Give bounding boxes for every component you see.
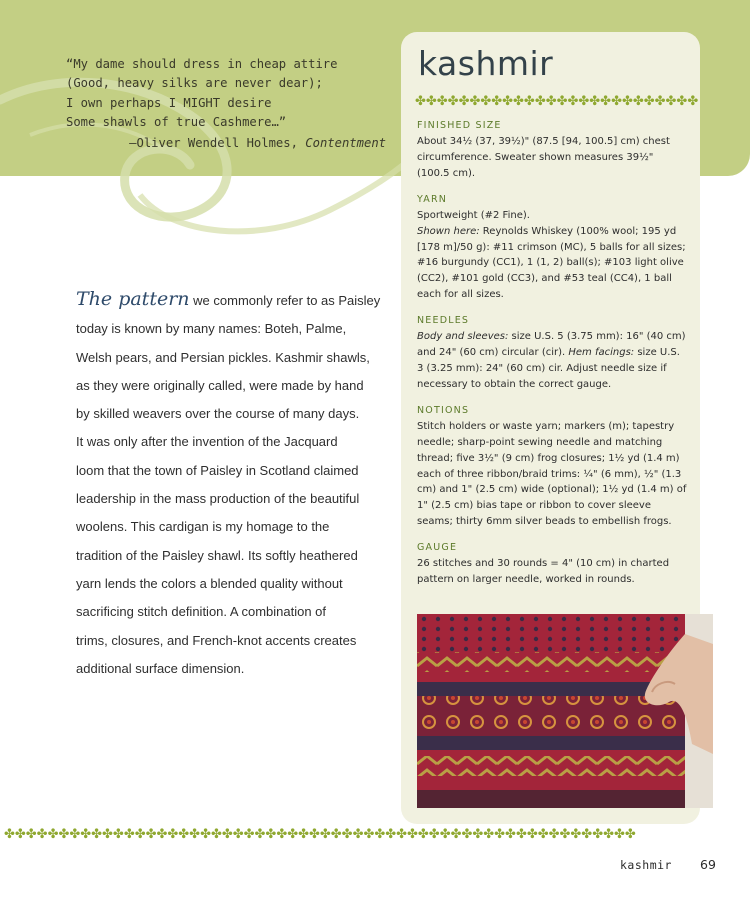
epigraph-line: Some shawls of true Cashmere…”	[66, 115, 287, 130]
hem-facings-text: size U.S. 3 (3.25 mm): 24" (60 cm) cir. Adjust needle size if necessary to obtain the correct gauge.	[417, 347, 680, 390]
intro-line: tradition of the Paisley shawl. Its softly heathered	[76, 547, 358, 563]
epigraph-line: “My dame should dress in cheap attire	[66, 57, 338, 71]
notions-text: Stitch holders or waste yarn; markers (m); tapestry needle; sharp-point sewing needle and matching thread; five 3½" (9 cm) frog closures; 1½ yd (1.4 m) each of three ribbon/braid trims: ¼" (6 mm), ½" (1.3 cm) and 1" (2.5 cm) wide (optional); 1½ yd (1.4 m) of 1" (2.5 cm) bias tape or ribbon to cover sleeve seams; thirty 6mm silver beads to embellish frogs.	[417, 420, 687, 528]
intro-line: as they were originally called, were made by hand	[76, 377, 364, 393]
intro-line: woolens. This cardigan is my homage to the	[76, 519, 330, 535]
epigraph-author: —Oliver Wendell Holmes,	[129, 135, 298, 150]
flower-border-bottom: ✤✤✤✤✤✤✤✤✤✤✤✤✤✤✤✤✤✤✤✤✤✤✤✤✤✤✤✤✤✤✤✤✤✤✤✤✤✤✤✤✤✤✤✤✤✤✤✤✤✤✤✤✤✤✤✤✤✤	[4, 827, 636, 840]
intro-line: leadership in the mass production of the beautiful	[76, 491, 360, 507]
gauge-text: 26 stitches and 30 rounds = 4" (10 cm) in charted pattern on larger needle, worked in rounds.	[417, 558, 670, 586]
epigraph-line: I own perhaps I MIGHT desire	[66, 95, 272, 110]
sweater-photo	[417, 614, 713, 808]
notions-heading: NOTIONS	[417, 404, 470, 416]
intro-line: yarn lends the colors a blended quality without	[76, 575, 343, 591]
intro-line: sacrificing stitch definition. A combination of	[76, 604, 327, 620]
needles-heading: NEEDLES	[417, 315, 470, 327]
epigraph-line: (Good, heavy silks are never dear);	[66, 76, 323, 91]
epigraph-work: Contentment	[305, 135, 386, 150]
intro-lead: The pattern	[76, 288, 190, 310]
body-sleeves-text: size U.S. 5 (3.75 mm): 16" (40 cm) and 24" (60 cm) circular (cir).	[417, 331, 686, 359]
yarn-heading: YARN	[417, 193, 448, 205]
intro-line: loom that the town of Paisley in Scotland claimed	[76, 462, 359, 478]
panel-title: kashmir	[418, 44, 554, 83]
intro-line	[76, 285, 381, 315]
intro-line: additional surface dimension.	[76, 660, 245, 676]
intro-line: today is known by many names: Boteh, Palme,	[76, 321, 347, 337]
epigraph-attribution	[66, 134, 386, 153]
yarn-text	[417, 208, 689, 303]
page-number: 69	[700, 857, 716, 872]
gauge-heading: GAUGE	[417, 542, 458, 554]
intro-line: Welsh pears, and Persian pickles. Kashmir shawls,	[76, 349, 370, 365]
finished-size-text: About 34½ (37, 39½)" (87.5 [94, 100.5] cm) chest circumference. Sweater shown measures 39½" (100.5 cm).	[417, 136, 670, 179]
intro-paragraph	[76, 285, 381, 683]
needles-text	[417, 329, 689, 393]
hem-facings-label: Hem facings:	[568, 347, 635, 359]
finished-size-heading: FINISHED SIZE	[417, 120, 502, 131]
intro-line: trims, closures, and French-knot accents creates	[76, 632, 357, 648]
running-footer: kashmir	[620, 858, 672, 872]
intro-line: It was only after the invention of the Jacquard	[76, 434, 338, 450]
shown-here-label: Shown here:	[417, 225, 480, 237]
yarn-details: Reynolds Whiskey (100% wool; 195 yd [178 m]/50 g): #11 crimson (MC), 5 balls for all sizes; #16 burgundy (CC1), 1 (1, 2) ball(s); #103 light olive (CC2), #101 gold (CC3), and #53 teal (CC4), 1 ball each for all sizes.	[417, 225, 686, 301]
body-sleeves-label: Body and sleeves:	[417, 331, 509, 343]
flower-border-top: ✤✤✤✤✤✤✤✤✤✤✤✤✤✤✤✤✤✤✤✤✤✤✤✤✤✤	[415, 94, 699, 107]
yarn-weight: Sportweight (#2 Fine).	[417, 209, 530, 221]
intro-line-text: we commonly refer to as Paisley	[193, 293, 381, 308]
intro-line: by skilled weavers over the course of many days.	[76, 406, 360, 422]
epigraph-quote	[66, 55, 386, 153]
pattern-specs	[417, 120, 689, 600]
